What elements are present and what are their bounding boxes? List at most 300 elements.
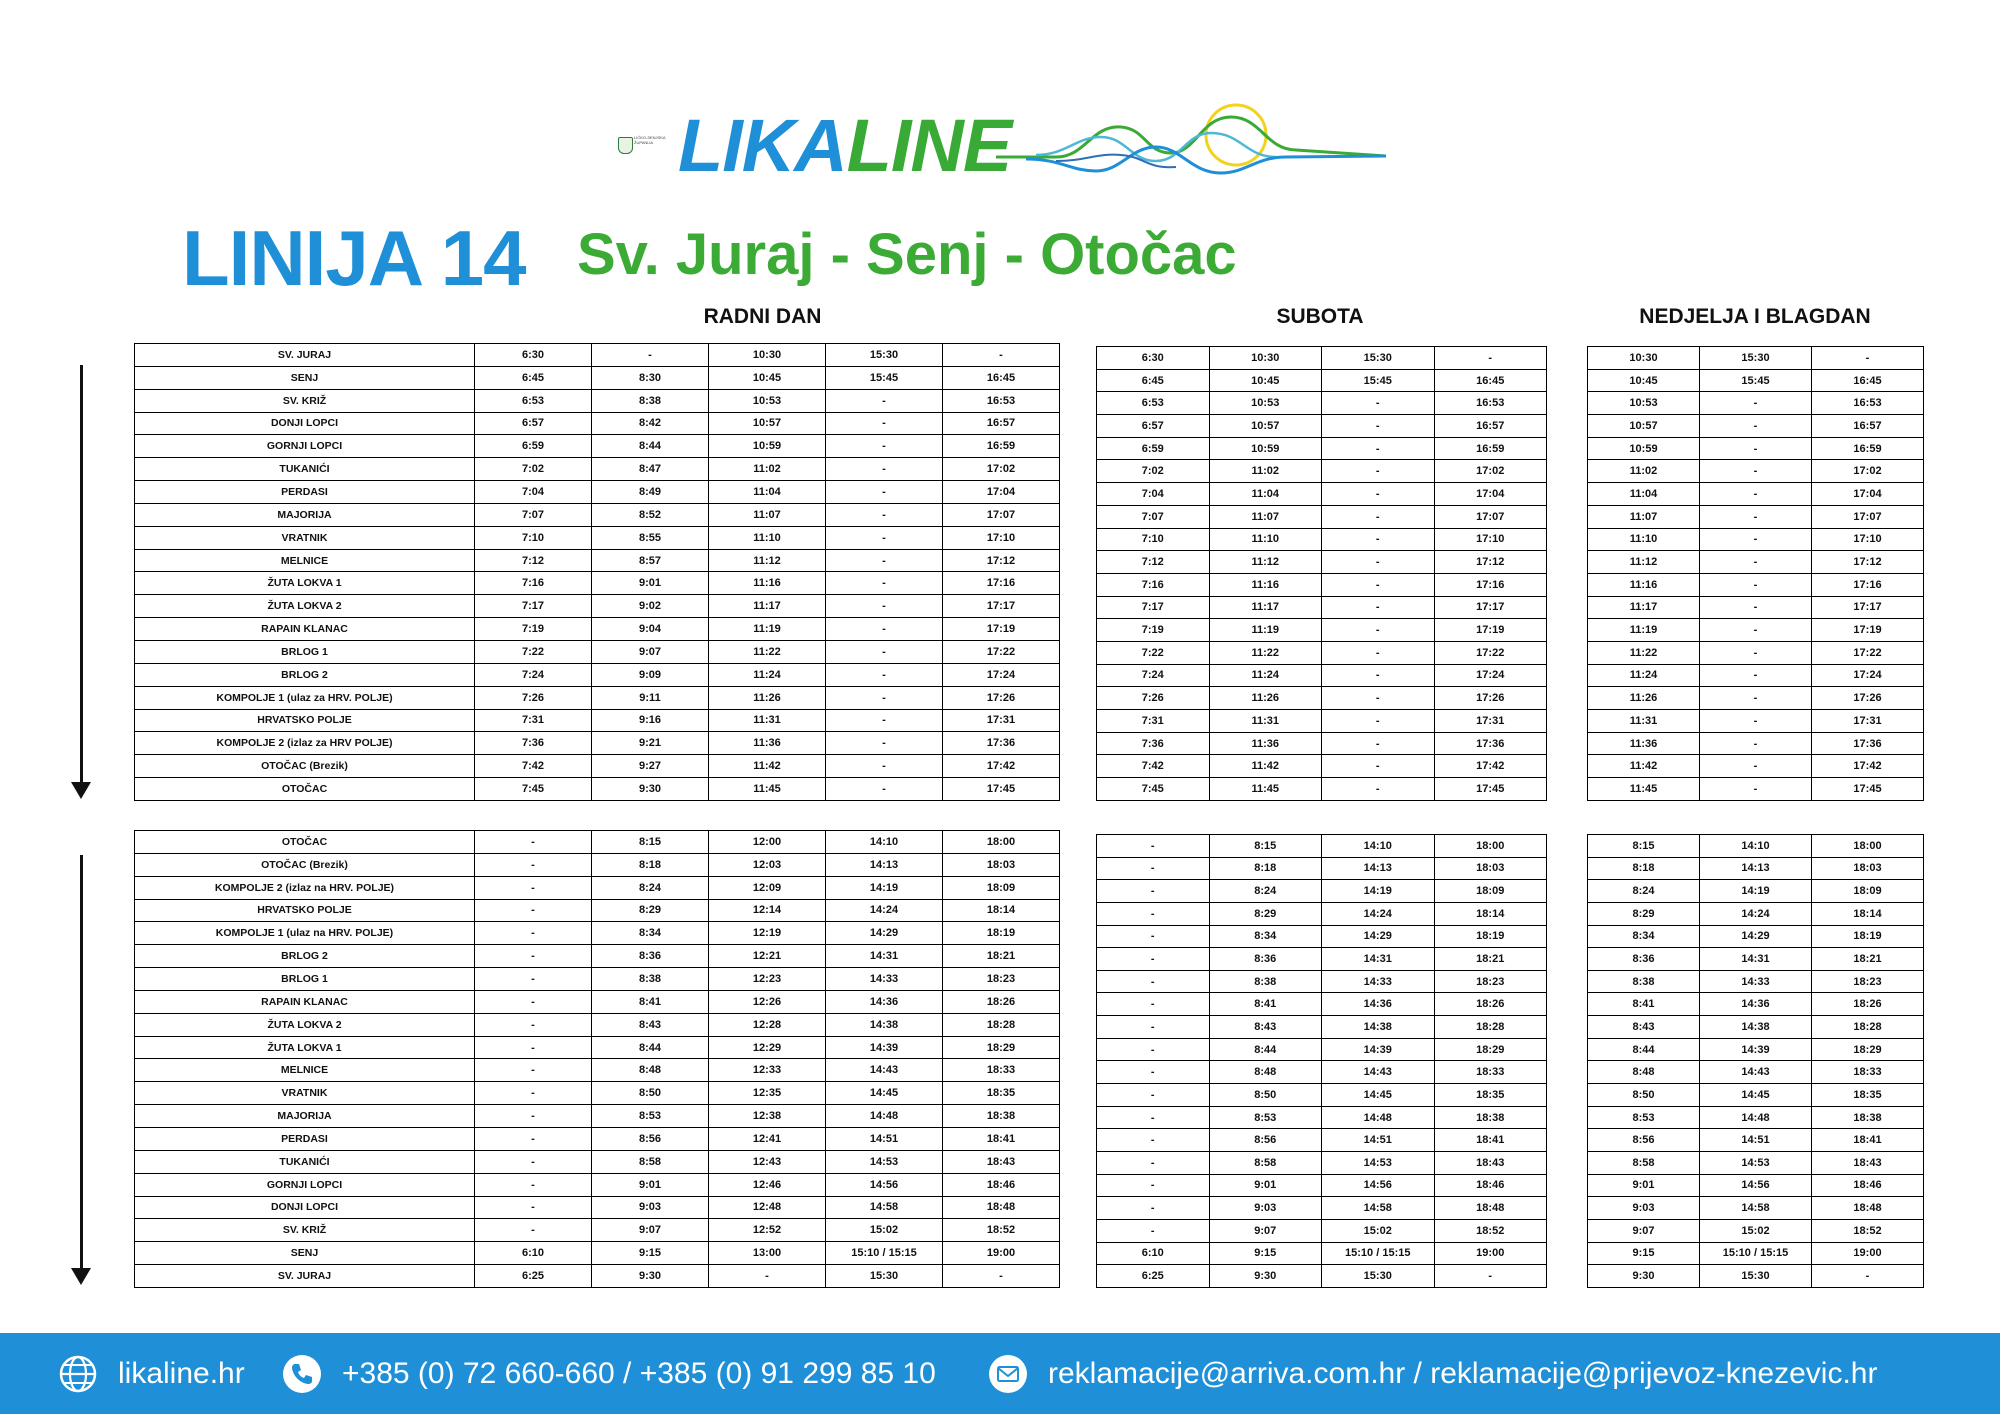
departure-time: - xyxy=(475,1082,592,1105)
departure-time: 10:59 xyxy=(1588,437,1700,460)
table-row xyxy=(1588,437,1924,460)
departure-time: 12:03 xyxy=(709,853,826,876)
departure-time: 11:45 xyxy=(709,778,826,801)
departure-time: 14:13 xyxy=(1322,857,1435,880)
departure-time: 8:53 xyxy=(1209,1106,1322,1129)
departure-time: 11:45 xyxy=(1209,778,1322,801)
departure-time: 7:26 xyxy=(475,686,592,709)
stop-name: SV. KRIŽ xyxy=(135,389,475,412)
departure-time: 18:00 xyxy=(943,831,1060,854)
departure-time: 8:43 xyxy=(592,1013,709,1036)
table-row xyxy=(1588,505,1924,528)
route-title: Sv. Juraj - Senj - Otočac xyxy=(577,222,1237,287)
departure-time: 11:07 xyxy=(1209,505,1322,528)
table-row xyxy=(1097,1219,1547,1242)
departure-time: - xyxy=(475,1150,592,1173)
departure-time: 14:51 xyxy=(1322,1129,1435,1152)
table-row xyxy=(135,1059,1060,1082)
departure-time: 11:26 xyxy=(1209,687,1322,710)
departure-time: - xyxy=(1700,619,1812,642)
departure-time: 7:36 xyxy=(1097,732,1210,755)
departure-time: - xyxy=(826,412,943,435)
departure-time: 8:15 xyxy=(592,831,709,854)
departure-time: 6:45 xyxy=(475,366,592,389)
departure-time: - xyxy=(1434,347,1547,370)
table-row xyxy=(1588,1151,1924,1174)
stop-name: MELNICE xyxy=(135,549,475,572)
departure-time: 16:45 xyxy=(943,366,1060,389)
footer-phones[interactable] xyxy=(282,1333,936,1414)
table-row xyxy=(1588,573,1924,596)
departure-time: - xyxy=(475,1173,592,1196)
departure-time: 14:10 xyxy=(1700,835,1812,858)
table-row xyxy=(1588,948,1924,971)
departure-time: 18:19 xyxy=(1812,925,1924,948)
departure-time: 8:48 xyxy=(1588,1061,1700,1084)
departure-time: 16:53 xyxy=(1812,392,1924,415)
departure-time: 12:38 xyxy=(709,1105,826,1128)
table-row xyxy=(1588,1242,1924,1265)
departure-time: 18:29 xyxy=(1434,1038,1547,1061)
departure-time: 17:10 xyxy=(943,526,1060,549)
table-row xyxy=(1588,369,1924,392)
departure-time: 18:26 xyxy=(943,990,1060,1013)
table-row xyxy=(1588,551,1924,574)
departure-time: 17:22 xyxy=(1812,641,1924,664)
departure-time: 14:36 xyxy=(1700,993,1812,1016)
stop-name: OTOČAC (Brezik) xyxy=(135,755,475,778)
departure-time: 8:47 xyxy=(592,458,709,481)
departure-time: 16:57 xyxy=(943,412,1060,435)
departure-time: 11:22 xyxy=(1588,641,1700,664)
departure-time: - xyxy=(475,968,592,991)
departure-time: 18:41 xyxy=(943,1127,1060,1150)
table-row xyxy=(135,1036,1060,1059)
departure-time: 7:45 xyxy=(1097,778,1210,801)
departure-time: 7:17 xyxy=(475,595,592,618)
stop-name: MAJORIJA xyxy=(135,503,475,526)
departure-time: 11:17 xyxy=(1209,596,1322,619)
departure-time: 18:41 xyxy=(1434,1129,1547,1152)
departure-time: 17:17 xyxy=(1434,596,1547,619)
departure-time: 14:56 xyxy=(1322,1174,1435,1197)
departure-time: - xyxy=(826,640,943,663)
departure-time: - xyxy=(1097,857,1210,880)
departure-time: 17:42 xyxy=(943,755,1060,778)
departure-time: 7:42 xyxy=(475,755,592,778)
departure-time: 17:04 xyxy=(1434,483,1547,506)
table-row xyxy=(135,481,1060,504)
departure-time: 8:56 xyxy=(1209,1129,1322,1152)
departure-time: 8:50 xyxy=(592,1082,709,1105)
table-row xyxy=(1588,596,1924,619)
departure-time: 8:24 xyxy=(1209,880,1322,903)
departure-time: 10:45 xyxy=(1209,369,1322,392)
departure-time: 18:28 xyxy=(943,1013,1060,1036)
table-row xyxy=(135,968,1060,991)
departure-time: 7:19 xyxy=(1097,619,1210,642)
departure-time: 11:24 xyxy=(1209,664,1322,687)
departure-time: - xyxy=(1322,778,1435,801)
stop-name: TUKANIĆI xyxy=(135,1150,475,1173)
departure-time: 18:29 xyxy=(1812,1038,1924,1061)
departure-time: - xyxy=(1322,755,1435,778)
departure-time: 18:46 xyxy=(1434,1174,1547,1197)
table-row xyxy=(135,1150,1060,1173)
line-number-title: LINIJA 14 xyxy=(182,214,526,302)
direction-arrow-icon xyxy=(80,855,83,1269)
departure-time: 15:30 xyxy=(1322,347,1435,370)
departure-time: 17:19 xyxy=(943,618,1060,641)
departure-time: 8:56 xyxy=(592,1127,709,1150)
departure-time: 14:38 xyxy=(1700,1016,1812,1039)
departure-time: 9:01 xyxy=(1588,1174,1700,1197)
departure-time: 7:42 xyxy=(1097,755,1210,778)
departure-time: 6:30 xyxy=(1097,347,1210,370)
departure-time: 18:33 xyxy=(1434,1061,1547,1084)
table-row xyxy=(1588,970,1924,993)
table-row xyxy=(135,831,1060,854)
table-row xyxy=(1588,1129,1924,1152)
departure-time: 11:42 xyxy=(1209,755,1322,778)
footer-emails[interactable] xyxy=(988,1333,1877,1414)
table-row xyxy=(1097,835,1547,858)
departure-time: 17:17 xyxy=(943,595,1060,618)
departure-time: 18:23 xyxy=(943,968,1060,991)
departure-time: - xyxy=(1097,1061,1210,1084)
departure-time: 11:31 xyxy=(1209,710,1322,733)
departure-time: 9:02 xyxy=(592,595,709,618)
table-row xyxy=(135,1219,1060,1242)
departure-time: - xyxy=(1700,483,1812,506)
departure-time: 14:24 xyxy=(826,899,943,922)
table-row xyxy=(135,389,1060,412)
departure-time: - xyxy=(826,549,943,572)
departure-time: 17:26 xyxy=(943,686,1060,709)
website-text: likaline.hr xyxy=(118,1356,245,1390)
departure-time: 15:10 / 15:15 xyxy=(1700,1242,1812,1265)
brand-name xyxy=(678,103,1011,188)
departure-time: - xyxy=(1322,596,1435,619)
table-row xyxy=(135,1196,1060,1219)
departure-time: 11:24 xyxy=(709,663,826,686)
departure-time: 8:58 xyxy=(592,1150,709,1173)
departure-time: 17:17 xyxy=(1812,596,1924,619)
stop-name: ŽUTA LOKVA 1 xyxy=(135,572,475,595)
table-row xyxy=(1588,710,1924,733)
departure-time: 18:00 xyxy=(1812,835,1924,858)
table-row xyxy=(1097,970,1547,993)
departure-time: 14:33 xyxy=(826,968,943,991)
departure-time: 14:43 xyxy=(1700,1061,1812,1084)
departure-time: 9:03 xyxy=(1588,1197,1700,1220)
departure-time: - xyxy=(1097,1174,1210,1197)
departure-time: 16:57 xyxy=(1812,415,1924,438)
departure-time: 9:15 xyxy=(1209,1242,1322,1265)
departure-time: 18:14 xyxy=(1434,902,1547,925)
departure-time: 11:16 xyxy=(1588,573,1700,596)
departure-time: 11:36 xyxy=(1588,732,1700,755)
departure-time: - xyxy=(826,481,943,504)
departure-time: 9:01 xyxy=(1209,1174,1322,1197)
table-row xyxy=(1588,1038,1924,1061)
table-row xyxy=(1588,755,1924,778)
departure-time: - xyxy=(943,344,1060,367)
departure-time: - xyxy=(1097,880,1210,903)
departure-time: 18:28 xyxy=(1434,1016,1547,1039)
departure-time: - xyxy=(475,922,592,945)
departure-time: - xyxy=(826,732,943,755)
table-row xyxy=(1588,619,1924,642)
departure-time: 14:29 xyxy=(826,922,943,945)
departure-time: 14:33 xyxy=(1322,970,1435,993)
departure-time: 18:38 xyxy=(1812,1106,1924,1129)
table-row xyxy=(135,945,1060,968)
departure-time: 14:13 xyxy=(826,853,943,876)
table-row xyxy=(1097,528,1547,551)
departure-time: - xyxy=(592,344,709,367)
departure-time: 7:04 xyxy=(475,481,592,504)
departure-time: 16:59 xyxy=(1812,437,1924,460)
departure-time: 6:59 xyxy=(475,435,592,458)
stop-name: MELNICE xyxy=(135,1059,475,1082)
stop-name: KOMPOLJE 1 (ulaz za HRV. POLJE) xyxy=(135,686,475,709)
stop-name: OTOČAC xyxy=(135,831,475,854)
departure-time: 17:36 xyxy=(1434,732,1547,755)
departure-time: 17:10 xyxy=(1812,528,1924,551)
departure-time: - xyxy=(826,435,943,458)
departure-time: 11:10 xyxy=(1209,528,1322,551)
departure-time: 17:19 xyxy=(1434,619,1547,642)
departure-time: 17:24 xyxy=(1812,664,1924,687)
departure-time: 17:12 xyxy=(1434,551,1547,574)
departure-time: 6:57 xyxy=(475,412,592,435)
table-row xyxy=(1097,415,1547,438)
departure-time: 7:31 xyxy=(1097,710,1210,733)
departure-time: 18:23 xyxy=(1434,970,1547,993)
departure-time: 12:09 xyxy=(709,876,826,899)
table-row xyxy=(135,412,1060,435)
departure-time: 11:10 xyxy=(1588,528,1700,551)
departure-time: 18:09 xyxy=(943,876,1060,899)
departure-time: - xyxy=(475,853,592,876)
departure-time: 17:04 xyxy=(943,481,1060,504)
departure-time: 18:46 xyxy=(1812,1174,1924,1197)
departure-time: 11:04 xyxy=(709,481,826,504)
departure-time: 10:59 xyxy=(709,435,826,458)
departure-time: 10:45 xyxy=(1588,369,1700,392)
departure-time: 19:00 xyxy=(1434,1242,1547,1265)
departure-time: 11:19 xyxy=(1209,619,1322,642)
table-row xyxy=(135,1265,1060,1288)
departure-time: 11:02 xyxy=(1209,460,1322,483)
table-row xyxy=(1097,687,1547,710)
departure-time: - xyxy=(826,389,943,412)
table-row xyxy=(135,1173,1060,1196)
departure-time: - xyxy=(1097,902,1210,925)
departure-time: - xyxy=(1097,1016,1210,1039)
heading-saturday: SUBOTA xyxy=(1276,305,1364,328)
table-row xyxy=(1097,1061,1547,1084)
departure-time: 11:02 xyxy=(1588,460,1700,483)
departure-time: 18:09 xyxy=(1812,880,1924,903)
departure-time: 14:29 xyxy=(1322,925,1435,948)
departure-time: 17:22 xyxy=(943,640,1060,663)
departure-time: - xyxy=(1322,437,1435,460)
table-row xyxy=(1097,437,1547,460)
departure-time: 7:10 xyxy=(1097,528,1210,551)
departure-time: 7:19 xyxy=(475,618,592,641)
stop-name: PERDASI xyxy=(135,1127,475,1150)
departure-time: 14:53 xyxy=(826,1150,943,1173)
departure-time: 8:48 xyxy=(1209,1061,1322,1084)
departure-time: 18:21 xyxy=(943,945,1060,968)
departure-time: 9:01 xyxy=(592,1173,709,1196)
departure-time: 17:16 xyxy=(1812,573,1924,596)
departure-time: 9:15 xyxy=(1588,1242,1700,1265)
departure-time: - xyxy=(826,755,943,778)
table-row xyxy=(1588,993,1924,1016)
table-row xyxy=(1097,460,1547,483)
departure-time: 8:15 xyxy=(1209,835,1322,858)
departure-time: 9:07 xyxy=(1588,1219,1700,1242)
table-row xyxy=(1097,993,1547,1016)
departure-time: 8:41 xyxy=(1588,993,1700,1016)
departure-time: 7:24 xyxy=(475,663,592,686)
departure-time: - xyxy=(1322,664,1435,687)
departure-time: 8:36 xyxy=(592,945,709,968)
departure-time: 9:30 xyxy=(1209,1265,1322,1288)
table-row xyxy=(1097,1151,1547,1174)
departure-time: - xyxy=(1434,1265,1547,1288)
departure-time: 11:16 xyxy=(1209,573,1322,596)
departure-time: 12:33 xyxy=(709,1059,826,1082)
table-row xyxy=(1588,1061,1924,1084)
departure-time: 17:16 xyxy=(1434,573,1547,596)
departure-time: 18:52 xyxy=(943,1219,1060,1242)
stop-name: KOMPOLJE 1 (ulaz na HRV. POLJE) xyxy=(135,922,475,945)
departure-time: - xyxy=(826,686,943,709)
table-row xyxy=(135,1127,1060,1150)
departure-time: 16:59 xyxy=(1434,437,1547,460)
departure-time: 12:35 xyxy=(709,1082,826,1105)
table-row xyxy=(135,344,1060,367)
table-row xyxy=(135,778,1060,801)
departure-time: 17:36 xyxy=(1812,732,1924,755)
departure-time: 8:38 xyxy=(1588,970,1700,993)
departure-time: - xyxy=(475,1196,592,1219)
departure-time: 9:27 xyxy=(592,755,709,778)
departure-time: 11:12 xyxy=(1209,551,1322,574)
departure-time: 14:45 xyxy=(1700,1084,1812,1107)
departure-time: 8:18 xyxy=(1588,857,1700,880)
stop-name: BRLOG 1 xyxy=(135,640,475,663)
departure-time: 14:39 xyxy=(1322,1038,1435,1061)
departure-time: 6:10 xyxy=(1097,1242,1210,1265)
departure-time: 11:17 xyxy=(709,595,826,618)
table-row xyxy=(135,1105,1060,1128)
departure-time: - xyxy=(1322,483,1435,506)
stop-name: KOMPOLJE 2 (izlaz za HRV POLJE) xyxy=(135,732,475,755)
departure-time: 10:59 xyxy=(1209,437,1322,460)
departure-time: 8:29 xyxy=(592,899,709,922)
departure-time: - xyxy=(1700,551,1812,574)
departure-time: 14:39 xyxy=(1700,1038,1812,1061)
departure-time: - xyxy=(826,503,943,526)
departure-time: 9:04 xyxy=(592,618,709,641)
departure-time: - xyxy=(826,572,943,595)
departure-time: 8:44 xyxy=(592,1036,709,1059)
landscape-wave-icon xyxy=(996,95,1386,187)
departure-time: 18:52 xyxy=(1434,1219,1547,1242)
footer-website[interactable] xyxy=(58,1333,245,1414)
departure-time: 12:28 xyxy=(709,1013,826,1036)
departure-time: 9:30 xyxy=(592,778,709,801)
stop-name: VRATNIK xyxy=(135,526,475,549)
departure-time: 11:22 xyxy=(709,640,826,663)
departure-time: - xyxy=(475,831,592,854)
table-row xyxy=(135,853,1060,876)
table-row xyxy=(1097,1016,1547,1039)
departure-time: 14:24 xyxy=(1700,902,1812,925)
departure-time: 17:42 xyxy=(1434,755,1547,778)
departure-time: - xyxy=(475,899,592,922)
table-row xyxy=(1097,925,1547,948)
departure-time: 14:24 xyxy=(1322,902,1435,925)
departure-time: 8:29 xyxy=(1209,902,1322,925)
table-row xyxy=(1588,1219,1924,1242)
departure-time: 7:02 xyxy=(475,458,592,481)
stop-name: RAPAIN KLANAC xyxy=(135,990,475,1013)
departure-time: 8:38 xyxy=(592,968,709,991)
departure-time: 12:46 xyxy=(709,1173,826,1196)
table-row xyxy=(1097,1038,1547,1061)
departure-time: 11:31 xyxy=(1588,710,1700,733)
departure-time: 14:58 xyxy=(826,1196,943,1219)
departure-time: - xyxy=(1322,641,1435,664)
departure-time: 12:43 xyxy=(709,1150,826,1173)
departure-time: 8:24 xyxy=(592,876,709,899)
departure-time: 14:48 xyxy=(1700,1106,1812,1129)
departure-time: - xyxy=(1097,1197,1210,1220)
table-row xyxy=(1588,1084,1924,1107)
table-row xyxy=(1097,1265,1547,1288)
departure-time: 16:45 xyxy=(1434,369,1547,392)
table-row xyxy=(1588,687,1924,710)
departure-time: 18:26 xyxy=(1434,993,1547,1016)
stop-name: GORNJI LOPCI xyxy=(135,1173,475,1196)
departure-time: 7:17 xyxy=(1097,596,1210,619)
departure-time: 14:31 xyxy=(1322,948,1435,971)
departure-time: 8:34 xyxy=(592,922,709,945)
table-row xyxy=(1097,710,1547,733)
table-row xyxy=(1588,392,1924,415)
departure-time: 15:02 xyxy=(1700,1219,1812,1242)
table-row xyxy=(1588,415,1924,438)
departure-time: 15:02 xyxy=(826,1219,943,1242)
table-row xyxy=(135,366,1060,389)
departure-time: 11:12 xyxy=(1588,551,1700,574)
departure-time: 11:36 xyxy=(1209,732,1322,755)
departure-time: 19:00 xyxy=(943,1242,1060,1265)
departure-time: 15:30 xyxy=(1700,347,1812,370)
table-row xyxy=(135,1013,1060,1036)
departure-time: - xyxy=(1700,687,1812,710)
departure-time: 8:56 xyxy=(1588,1129,1700,1152)
departure-time: 18:03 xyxy=(943,853,1060,876)
table-row xyxy=(1097,505,1547,528)
table-row xyxy=(135,709,1060,732)
